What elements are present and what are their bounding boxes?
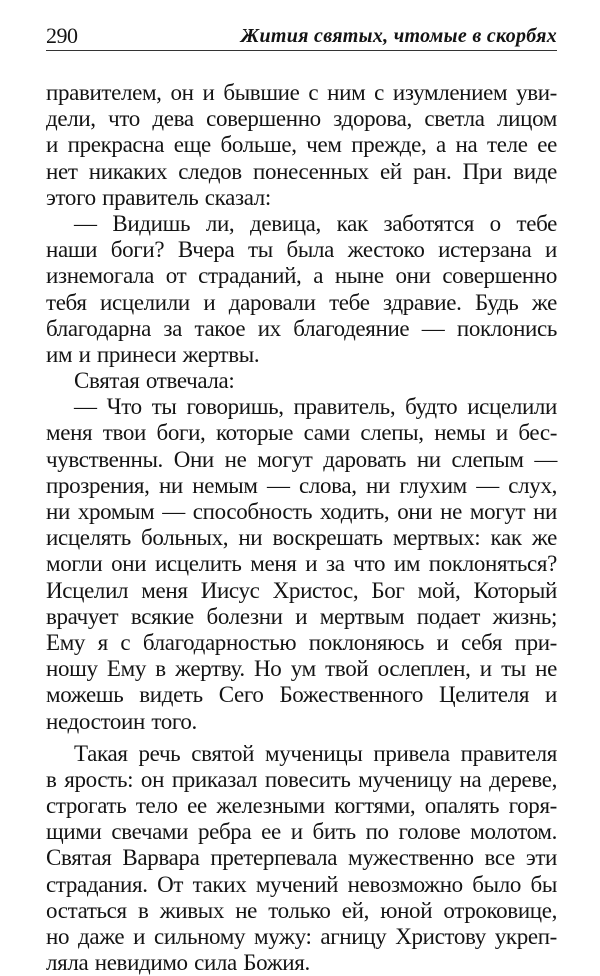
text-line: нет никаких следов понесенных ей ран. При виде: [46, 158, 557, 184]
running-title: Жития святых, чтомые в скорбях: [240, 25, 557, 47]
text-line: Святая Варвара претерпевала мужественно все эти: [46, 845, 557, 871]
body-text: [46, 80, 557, 976]
text-line: строгать тело ее железными когтями, опалять горя-: [46, 793, 557, 819]
text-line: чувственны. Они не могут даровать ни слепым —: [46, 446, 557, 472]
text-line: Исцелил меня Иисус Христос, Бог мой, Который: [46, 577, 557, 603]
text-line: — Видишь ли, девица, как заботятся о тебе: [74, 210, 557, 236]
text-line: могли они исцелить меня и за что им поклоняться?: [46, 551, 557, 577]
text-line: можешь видеть Сего Божественного Целителя и: [46, 682, 557, 708]
text-line: врачует всякие болезни и мертвым подает жизнь;: [46, 603, 557, 629]
header-rule: [46, 50, 557, 51]
text-line: ни хромым — способность ходить, они не могут ни: [46, 499, 557, 524]
text-line: меня твои боги, которые сами слепы, немы и бес-: [46, 420, 557, 446]
text-line: им и принеси жертвы.: [46, 341, 260, 367]
text-line: в ярость: он приказал повесить мученицу на дереве,: [46, 766, 557, 792]
text-line: остаться в живых не только ей, юной отроковице,: [46, 897, 557, 923]
text-line: наши боги? Вчера ты была жестоко истерзана и: [46, 237, 557, 263]
text-line: этого правитель сказал:: [46, 184, 271, 210]
paragraph: [46, 211, 557, 368]
text-line: изнемогала от страданий, а ныне они совершенно: [46, 263, 557, 289]
page-number: 290: [46, 23, 78, 48]
paragraph: [46, 80, 557, 211]
paragraph: [46, 394, 557, 734]
text-line: Ему я с благодарностью поклоняюсь и себя при-: [46, 629, 557, 655]
text-line: правителем, он и бывшие с ним с изумлением уви-: [46, 80, 557, 105]
running-header: [46, 22, 557, 50]
text-line: страдания. От таких мучений невозможно было бы: [46, 871, 557, 897]
text-line: прозрения, ни немым — слова, ни глухим — слух,: [46, 472, 557, 498]
text-line: и прекрасна еще больше, чем прежде, а на теле ее: [46, 132, 557, 158]
text-line: щими свечами ребра ее и бить по голове молотом.: [46, 819, 557, 845]
paragraph: [46, 741, 557, 976]
paragraph: [46, 368, 557, 394]
text-line: дели, что дева совершенно здорова, светла лицом: [46, 106, 557, 132]
text-line: — Что ты говоришь, правитель, будто исцелили: [74, 394, 557, 420]
text-line: тебя исцелили и даровали тебе здравие. Будь же: [46, 289, 557, 315]
text-line: Такая речь святой мученицы привела правителя: [74, 740, 557, 766]
text-line: недостоин того.: [46, 708, 197, 734]
text-line: ношу Ему в жертву. Но ум твой ослеплен, и ты не: [46, 656, 557, 682]
text-line: Святая отвечала:: [74, 368, 235, 394]
text-line: ляла невидимо сила Божия.: [46, 950, 310, 976]
text-line: но даже и сильному мужу: агницу Христову укреп-: [46, 924, 557, 949]
text-line: благодарна за такое их благодеяние — поклонись: [46, 315, 557, 341]
text-line: исцелять больных, ни воскрешать мертвых: как же: [46, 525, 557, 551]
